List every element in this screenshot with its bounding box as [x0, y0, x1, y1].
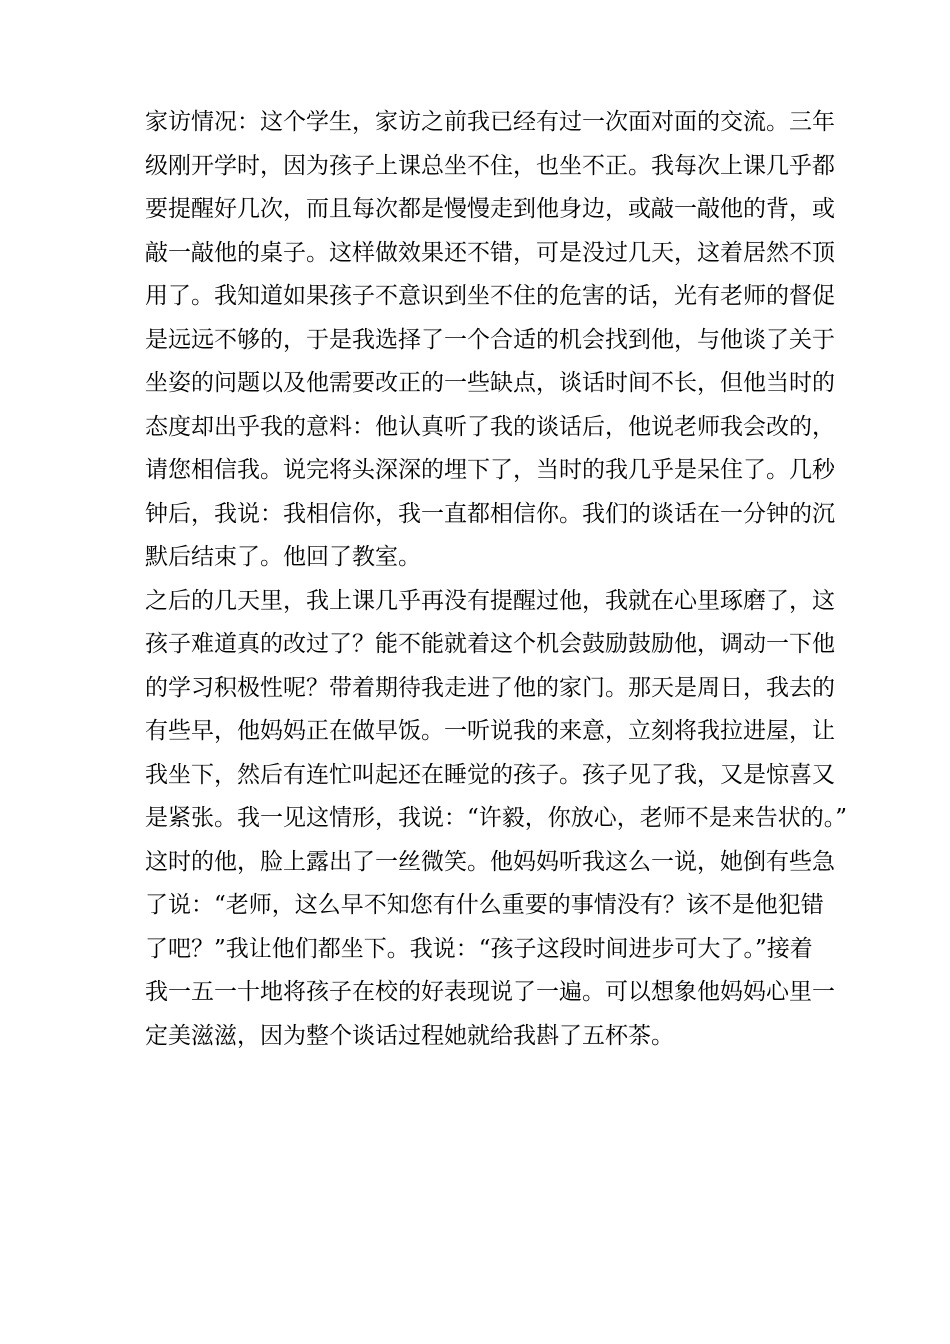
text-line: 是紧张。我一见这情形，我说：“许毅，你放心，老师不是来告状的。”	[145, 805, 848, 831]
text-line: 用了。我知道如果孩子不意识到坐不住的危害的话，光有老师的督促	[145, 283, 835, 309]
text-line: 家访情况：这个学生，家访之前我已经有过一次面对面的交流。三年	[145, 109, 835, 135]
text-line: 我坐下，然后有连忙叫起还在睡觉的孩子。孩子见了我，又是惊喜又	[145, 761, 835, 788]
text-line: 了吧？”我让他们都坐下。我说：“孩子这段时间进步可大了。”接着	[145, 935, 813, 962]
text-line: 之后的几天里，我上课几乎再没有提醒过他，我就在心里琢磨了，这	[145, 587, 835, 614]
text-line: 是远远不够的，于是我选择了一个合适的机会找到他，与他谈了关于	[145, 326, 835, 353]
text-line: 我一五一十地将孩子在校的好表现说了一遍。可以想象他妈妈心里一	[145, 979, 835, 1005]
text-line: 级刚开学时，因为孩子上课总坐不住，也坐不正。我每次上课几乎都	[145, 152, 835, 179]
body-text	[145, 101, 848, 1058]
text-line: 定美滋滋，因为整个谈话过程她就给我斟了五杯茶。	[145, 1022, 674, 1049]
text-line: 这时的他，脸上露出了一丝微笑。他妈妈听我这么一说，她倒有些急	[145, 848, 835, 875]
text-line: 钟后，我说：我相信你，我一直都相信你。我们的谈话在一分钟的沉	[145, 500, 835, 527]
text-line: 的学习积极性呢？带着期待我走进了他的家门。那天是周日，我去的	[145, 674, 835, 701]
text-line: 孩子难道真的改过了？能不能就着这个机会鼓励鼓励他，调动一下他	[145, 631, 835, 657]
text-line: 坐姿的问题以及他需要改正的一些缺点，谈话时间不长，但他当时的	[145, 370, 835, 396]
text-line: 了说：“老师，这么早不知您有什么重要的事情没有？该不是他犯错	[145, 892, 824, 918]
text-line: 敲一敲他的桌子。这样做效果还不错，可是没过几天，这着居然不顶	[145, 239, 835, 266]
text-line: 请您相信我。说完将头深深的埋下了，当时的我几乎是呆住了。几秒	[145, 457, 835, 483]
text-line: 默后结束了。他回了教室。	[145, 544, 421, 570]
text-line: 态度却出乎我的意料：他认真听了我的谈话后，他说老师我会改的，	[145, 413, 835, 440]
text-line: 要提醒好几次，而且每次都是慢慢走到他身边，或敲一敲他的背，或	[145, 196, 835, 222]
text-line: 有些早，他妈妈正在做早饭。一听说我的来意，立刻将我拉进屋，让	[145, 718, 835, 744]
